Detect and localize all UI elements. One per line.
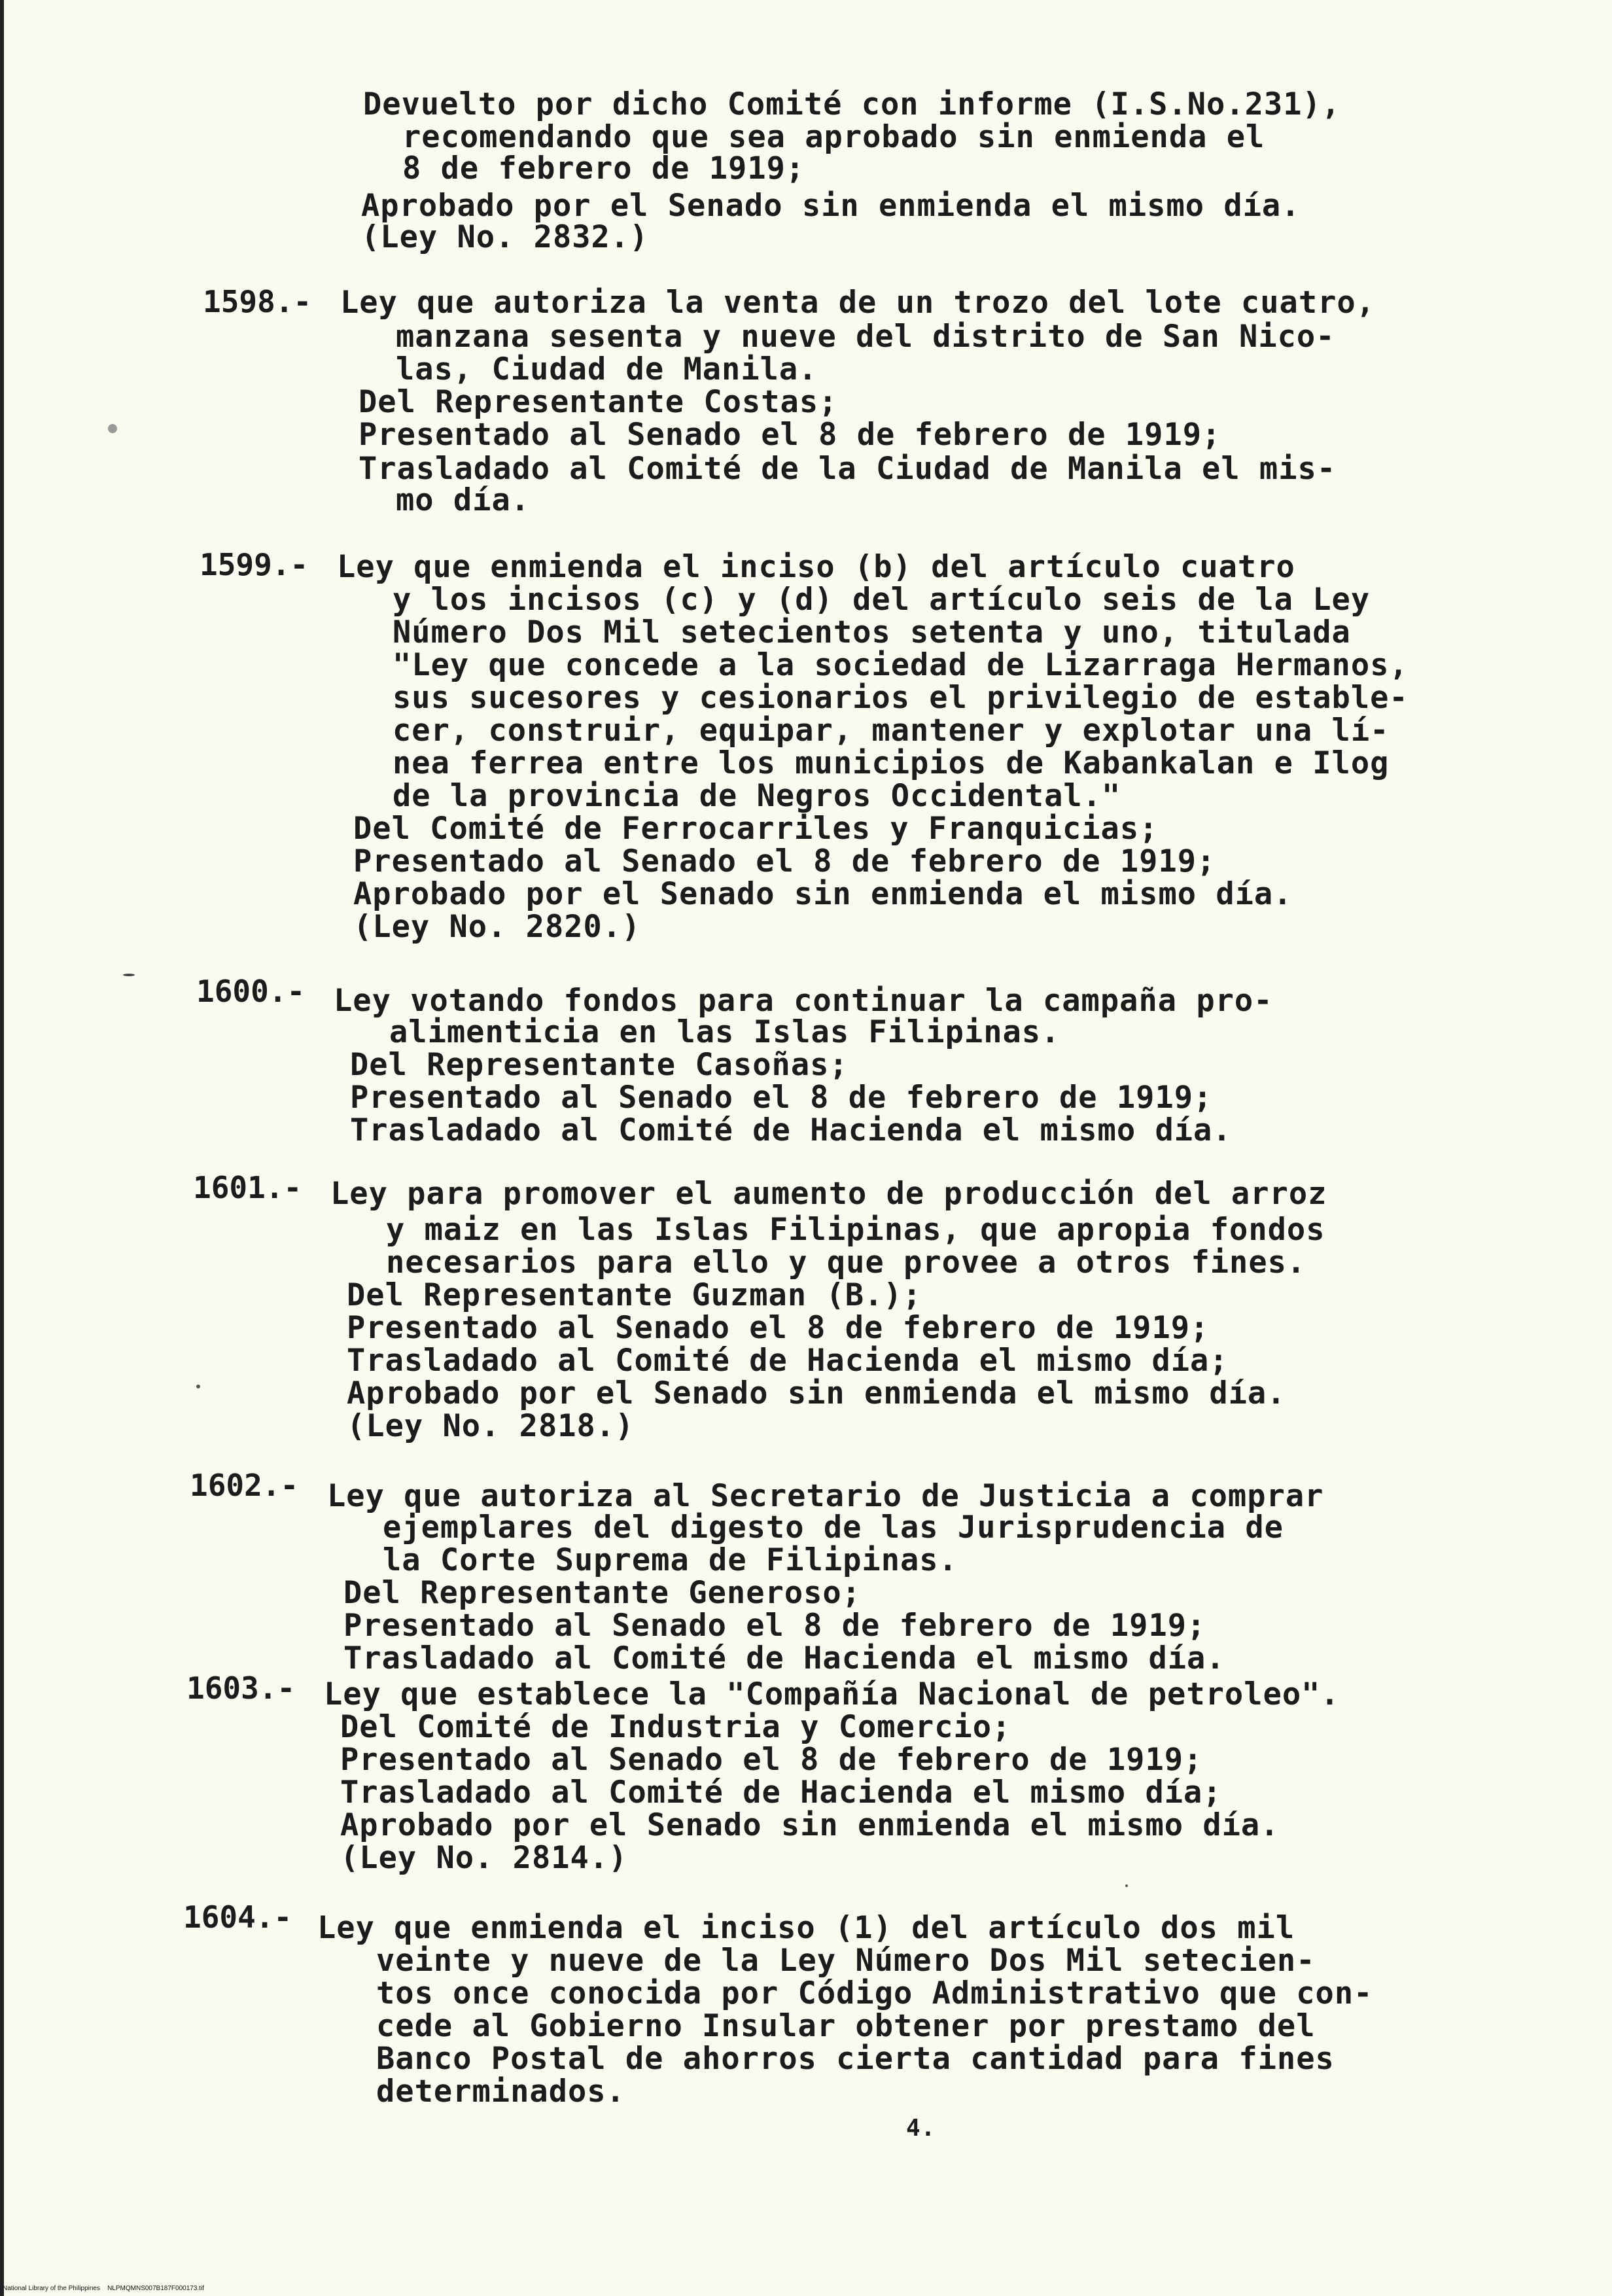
text-line: Del Representante Casoñas; — [350, 1047, 849, 1083]
text-line: mo día. — [396, 482, 531, 518]
entry-number: 1602.- — [190, 1468, 299, 1503]
text-line: Ley para promover el aumento de producción del arroz — [330, 1176, 1327, 1212]
text-line: Del Comité de Industria y Comercio; — [340, 1709, 1011, 1745]
text-line: Número Dos Mil setecientos setenta y uno, titulada — [393, 614, 1351, 650]
scan-speck — [1125, 1884, 1128, 1887]
text-line: determinados. — [376, 2074, 625, 2110]
text-line: Trasladado al Comité de Hacienda el mismo día; — [347, 1343, 1229, 1379]
text-line: (Ley No. 2832.) — [361, 219, 649, 255]
text-line: y maiz en las Islas Filipinas, que apropia fondos — [386, 1212, 1325, 1248]
text-line: Del Representante Generoso; — [343, 1575, 862, 1611]
text-line: Ley que autoriza la venta de un trozo del lote cuatro, — [340, 285, 1376, 321]
text-line: veinte y nueve de la Ley Número Dos Mil setecien- — [376, 1943, 1316, 1979]
text-line: Presentado al Senado el 8 de febrero de 1919; — [343, 1608, 1206, 1644]
text-line: Aprobado por el Senado sin enmienda el mismo día. — [340, 1807, 1280, 1843]
text-line: Trasladado al Comité de Hacienda el mismo día; — [340, 1775, 1222, 1810]
text-line: Aprobado por el Senado sin enmienda el mismo día. — [361, 188, 1301, 224]
scan-speck — [196, 1385, 200, 1388]
text-line: "Ley que concede a la sociedad de Lizarraga Hermanos, — [393, 647, 1409, 683]
footer-caption: National Library of the Philippines NLPMQMNS007B187F000173.tif — [3, 2285, 204, 2292]
text-line: Trasladado al Comité de Hacienda el mismo día. — [350, 1112, 1232, 1148]
text-line: Aprobado por el Senado sin enmienda el mismo día. — [353, 876, 1293, 912]
text-line: 8 de febrero de 1919; — [402, 150, 805, 186]
text-line: recomendando que sea aprobado sin enmienda el — [402, 119, 1265, 155]
text-line: nea ferrea entre los municipios de Kabankalan e Ilog — [393, 745, 1390, 781]
text-line: Trasladado al Comité de Hacienda el mismo día. — [343, 1640, 1225, 1676]
text-line: Ley que enmienda el inciso (1) del artículo dos mil — [317, 1910, 1295, 1946]
text-line: Del Representante Guzman (B.); — [347, 1277, 922, 1313]
text-line: sus sucesores y cesionarios el privilegio de estable- — [393, 680, 1409, 716]
text-line: y los incisos (c) y (d) del artículo seis de la Ley — [393, 582, 1371, 618]
text-line: (Ley No. 2818.) — [347, 1408, 635, 1444]
text-line: manzana sesenta y nueve del distrito de San Nico- — [396, 319, 1335, 355]
scan-edge — [0, 0, 4, 2296]
text-line: Aprobado por el Senado sin enmienda el mismo día. — [347, 1375, 1286, 1411]
scan-speck — [108, 424, 117, 433]
text-line: la Corte Suprema de Filipinas. — [383, 1542, 958, 1578]
entry-number: 1599.- — [200, 547, 309, 582]
text-line: de la provincia de Negros Occidental." — [393, 778, 1121, 814]
text-line: Ley que autoriza al Secretario de Justicia a comprar — [327, 1478, 1324, 1514]
text-line: (Ley No. 2820.) — [353, 909, 641, 945]
text-line: (Ley No. 2814.) — [340, 1840, 628, 1876]
text-line: Ley que enmienda el inciso (b) del artículo cuatro — [337, 549, 1295, 585]
text-line: Del Representante Costas; — [359, 384, 838, 420]
text-line: cede al Gobierno Insular obtener por prestamo del — [376, 2008, 1316, 2044]
scan-speck — [123, 974, 135, 976]
text-line: Ley votando fondos para continuar la campaña pro- — [334, 983, 1273, 1019]
text-line: Banco Postal de ahorros cierta cantidad para fines — [376, 2041, 1335, 2077]
page-number: 4. — [906, 2115, 936, 2142]
text-line: Presentado al Senado el 8 de febrero de 1919; — [347, 1310, 1210, 1346]
text-line: necesarios para ello y que provee a otros fines. — [386, 1245, 1306, 1280]
text-line: Del Comité de Ferrocarriles y Franquicias; — [353, 811, 1159, 847]
text-line: alimenticia en las Islas Filipinas. — [389, 1014, 1060, 1050]
entry-number: 1604.- — [183, 1899, 292, 1935]
entry-number: 1598.- — [203, 284, 312, 319]
text-line: las, Ciudad de Manila. — [396, 351, 818, 387]
text-line: cer, construir, equipar, mantener y explotar una lí- — [393, 713, 1390, 749]
text-line: Presentado al Senado el 8 de febrero de 1919; — [353, 843, 1216, 879]
text-line: Presentado al Senado el 8 de febrero de 1919; — [359, 417, 1221, 453]
text-line: Trasladado al Comité de la Ciudad de Manila el mis- — [359, 451, 1337, 487]
text-line: ejemplares del digesto de las Jurisprudencia de — [383, 1510, 1284, 1545]
text-line: Devuelto por dicho Comité con informe (I.S.No.231), — [363, 86, 1341, 122]
text-line: Presentado al Senado el 8 de febrero de 1919; — [340, 1742, 1203, 1778]
text-line: tos once conocida por Código Administrativo que con- — [376, 1975, 1373, 2011]
entry-number: 1601.- — [193, 1170, 302, 1205]
entry-number: 1600.- — [196, 974, 306, 1009]
entry-number: 1603.- — [186, 1670, 296, 1706]
text-line: Presentado al Senado el 8 de febrero de 1919; — [350, 1080, 1213, 1116]
text-line: Ley que establece la "Compañía Nacional de petroleo". — [324, 1676, 1340, 1712]
